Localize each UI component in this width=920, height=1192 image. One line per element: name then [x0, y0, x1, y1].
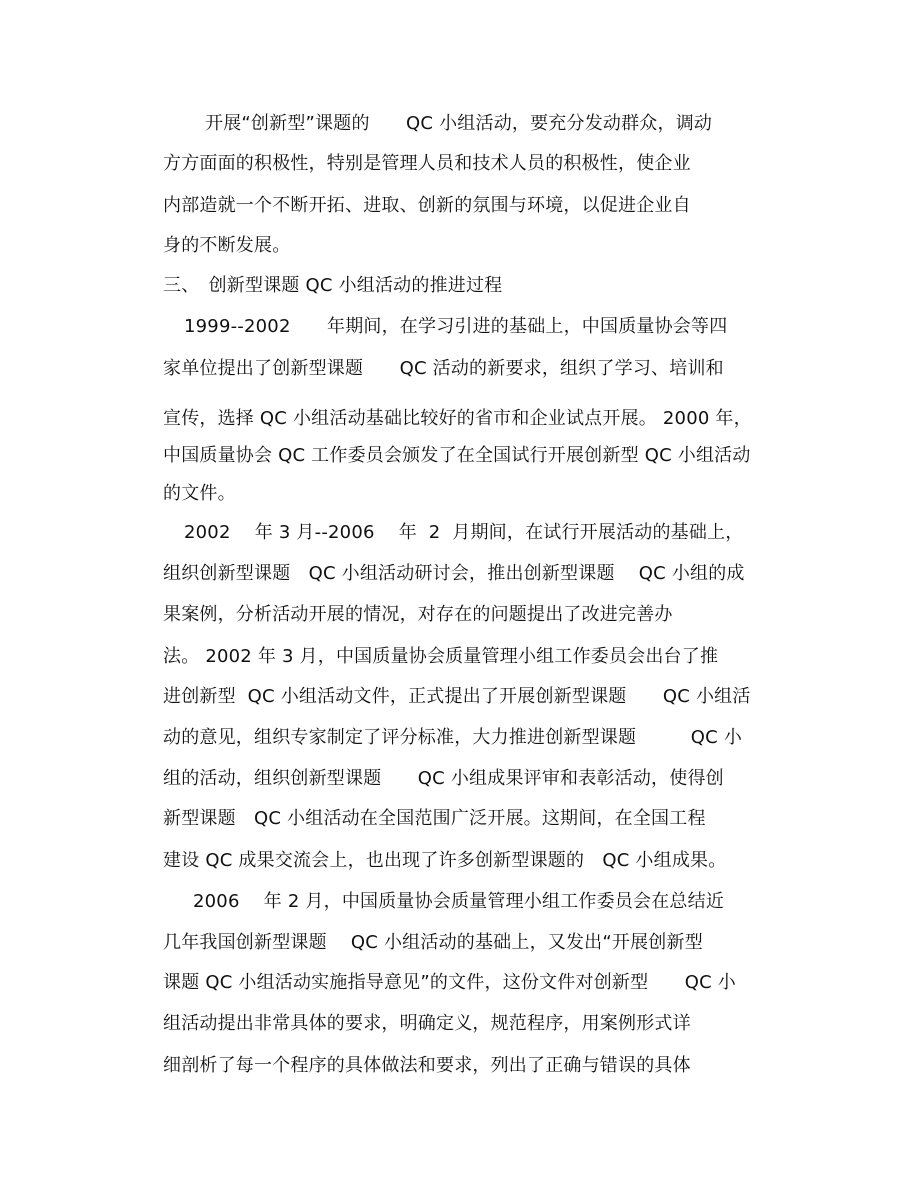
paragraph-line: 进创新型 QC 小组活动文件，正式提出了开展创新型课题 QC 小组活: [163, 686, 751, 707]
paragraph-line: 家单位提出了创新型课题 QC 活动的新要求，组织了学习、培训和: [163, 358, 724, 379]
paragraph-line: 的文件。: [163, 483, 236, 504]
paragraph-line: 1999--2002 年期间，在学习引进的基础上，中国质量协会等四: [184, 316, 728, 337]
paragraph-line: 法。 2002 年 3 月，中国质量协会质量管理小组工作委员会出台了推: [163, 646, 719, 667]
paragraph-line: 组的活动，组织创新型课题 QC 小组成果评审和表彰活动，使得创: [163, 768, 724, 789]
paragraph-line: 开展“创新型”课题的 QC 小组活动，要充分发动群众，调动: [205, 113, 713, 134]
paragraph-line: 身的不断发展。: [163, 235, 291, 256]
section-heading: 三、 创新型课题 QC 小组活动的推进过程: [163, 275, 503, 296]
paragraph-line: 组活动提出非常具体的要求，明确定义，规范程序，用案例形式详: [163, 1013, 691, 1034]
paragraph-line: 方方面面的积极性，特别是管理人员和技术人员的积极性，使企业: [163, 153, 691, 174]
paragraph-line: 建设 QC 成果交流会上，也出现了许多创新型课题的 QC 小组成果。: [163, 850, 727, 871]
paragraph-line: 新型课题 QC 小组活动在全国范围广泛开展。这期间，在全国工程: [163, 808, 706, 829]
paragraph-line: 2002 年 3 月--2006 年 2 月期间，在试行开展活动的基础上，: [184, 522, 744, 543]
paragraph-line: 宣传，选择 QC 小组活动基础比较好的省市和企业试点开展。 2000 年，: [163, 408, 752, 429]
paragraph-line: 细剖析了每一个程序的具体做法和要求，列出了正确与错误的具体: [163, 1055, 691, 1076]
paragraph-line: 2006 年 2 月，中国质量协会质量管理小组工作委员会在总结近: [193, 891, 725, 912]
paragraph-line: 组织创新型课题 QC 小组活动研讨会，推出创新型课题 QC 小组的成: [163, 563, 745, 584]
paragraph-line: 中国质量协会 QC 工作委员会颁发了在全国试行开展创新型 QC 小组活动: [163, 445, 751, 466]
paragraph-line: 几年我国创新型课题 QC 小组活动的基础上，又发出“开展创新型: [163, 932, 703, 953]
paragraph-line: 内部造就一个不断开拓、进取、创新的氛围与环境，以促进企业自: [163, 195, 691, 216]
paragraph-line: 果案例，分析活动开展的情况，对存在的问题提出了改进完善办: [163, 604, 673, 625]
paragraph-line: 动的意见，组织专家制定了评分标准，大力推进创新型课题 QC 小: [163, 727, 743, 748]
paragraph-line: 课题 QC 小组活动实施指导意见”的文件，这份文件对创新型 QC 小: [163, 972, 736, 993]
